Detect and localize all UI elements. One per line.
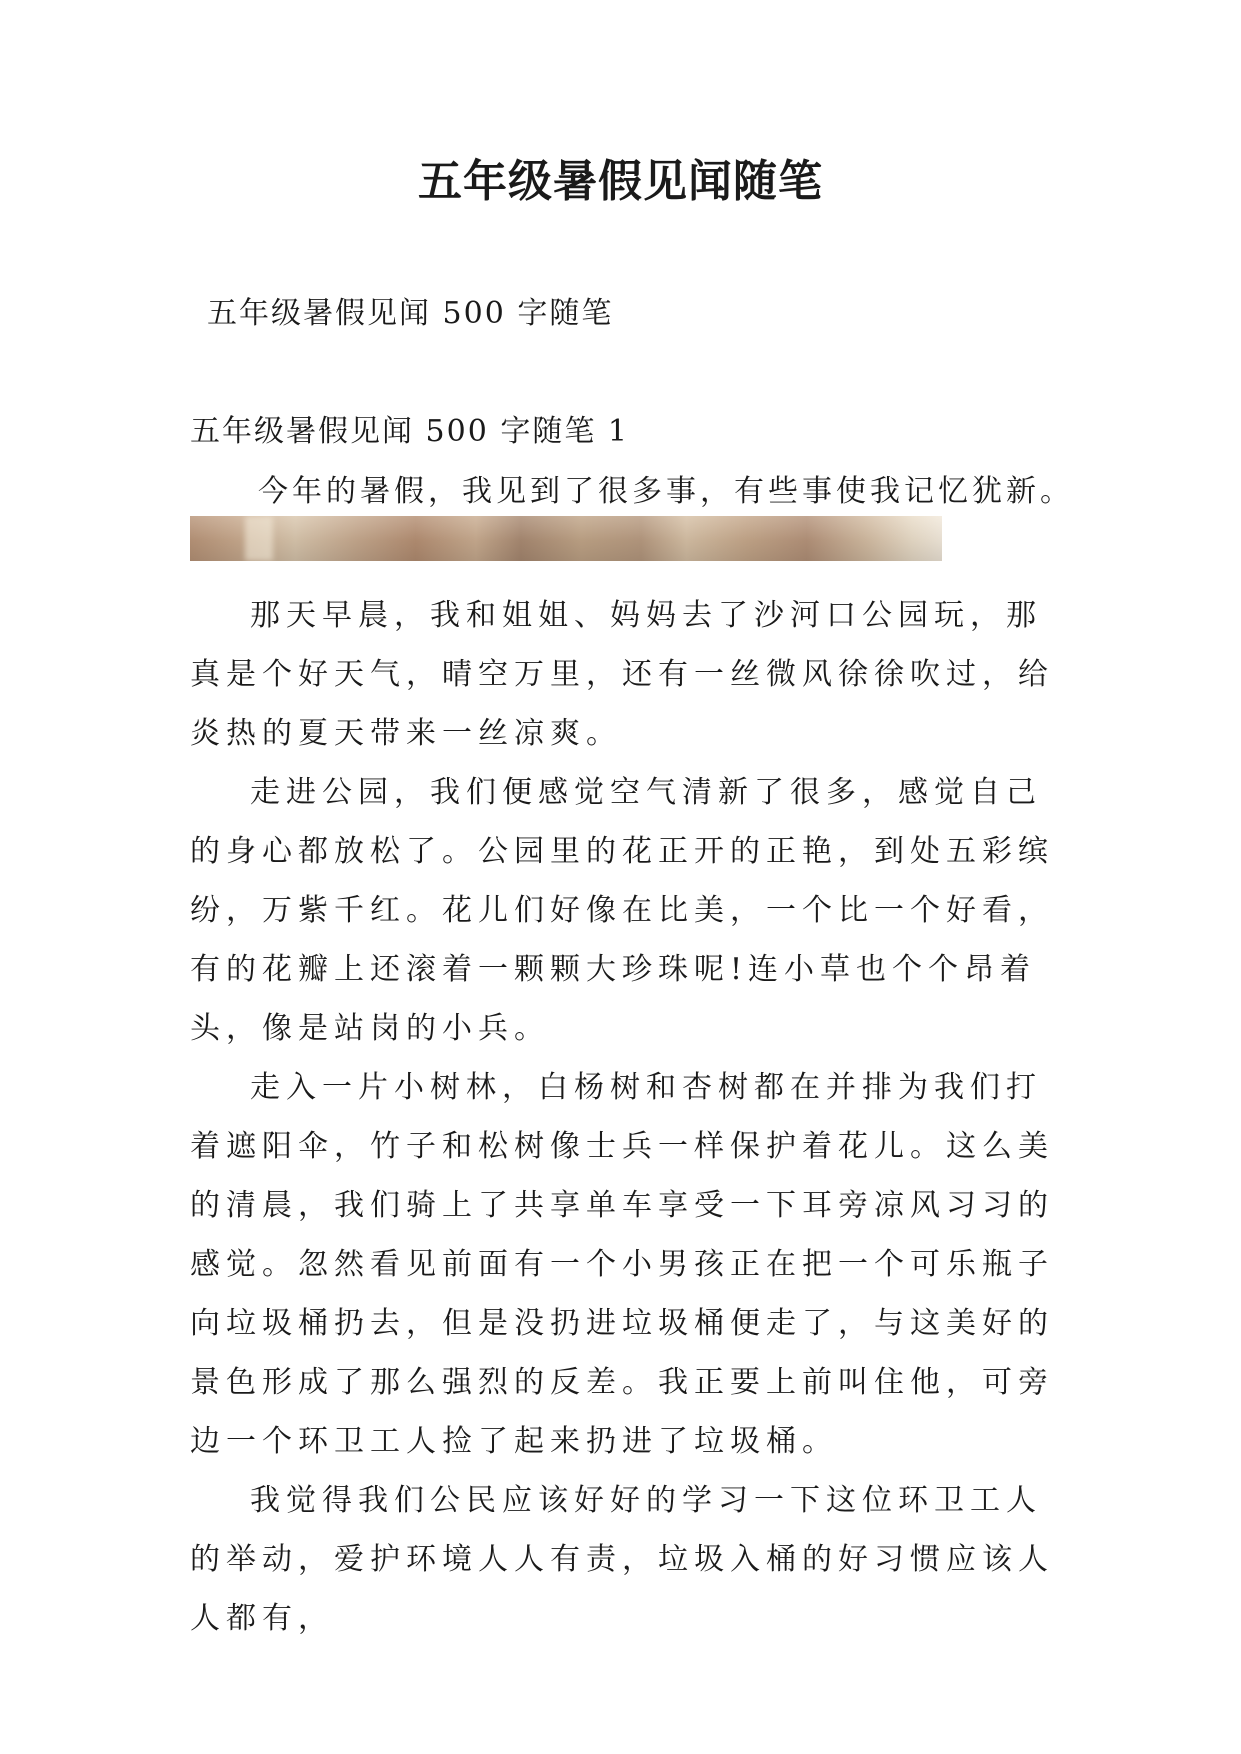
section-heading: 五年级暑假见闻 500 字随笔 1: [190, 414, 629, 449]
document-subtitle: 五年级暑假见闻 500 字随笔: [207, 296, 614, 331]
body-text: [190, 586, 1070, 1648]
paragraph: 走入一片小树林，白杨树和杏树都在并排为我们打着遮阳伞，竹子和松树像士兵一样保护着花儿。这么美的清晨，我们骑上了共享单车享受一下耳旁凉风习习的感觉。忽然看见前面有一个小男孩正在把一个可乐瓶子向垃圾桶扔去，但是没扔进垃圾桶便走了，与这美好的景色形成了那么强烈的反差。我正要上前叫住他，可旁边一个环卫工人捡了起来扔进了垃圾桶。: [190, 1070, 1054, 1459]
paragraph: 走进公园，我们便感觉空气清新了很多，感觉自己的身心都放松了。公园里的花正开的正艳，到处五彩缤纷，万紫千红。花儿们好像在比美，一个比一个好看，有的花瓣上还滚着一颗颗大珍珠呢!连小草也个个昂着头，像是站岗的小兵。: [190, 775, 1054, 1046]
document-title: 五年级暑假见闻随笔: [418, 156, 823, 207]
intro-paragraph: 今年的暑假，我见到了很多事，有些事使我记忆犹新。: [258, 474, 1074, 509]
paragraph: 那天早晨，我和姐姐、妈妈去了沙河口公园玩，那真是个好天气，晴空万里，还有一丝微风徐徐吹过，给炎热的夏天带来一丝凉爽。: [190, 598, 1054, 751]
photo-strip-image: [190, 516, 942, 561]
paragraph: 我觉得我们公民应该好好的学习一下这位环卫工人的举动，爱护环境人人有责，垃圾入桶的好习惯应该人人都有，: [190, 1483, 1054, 1636]
